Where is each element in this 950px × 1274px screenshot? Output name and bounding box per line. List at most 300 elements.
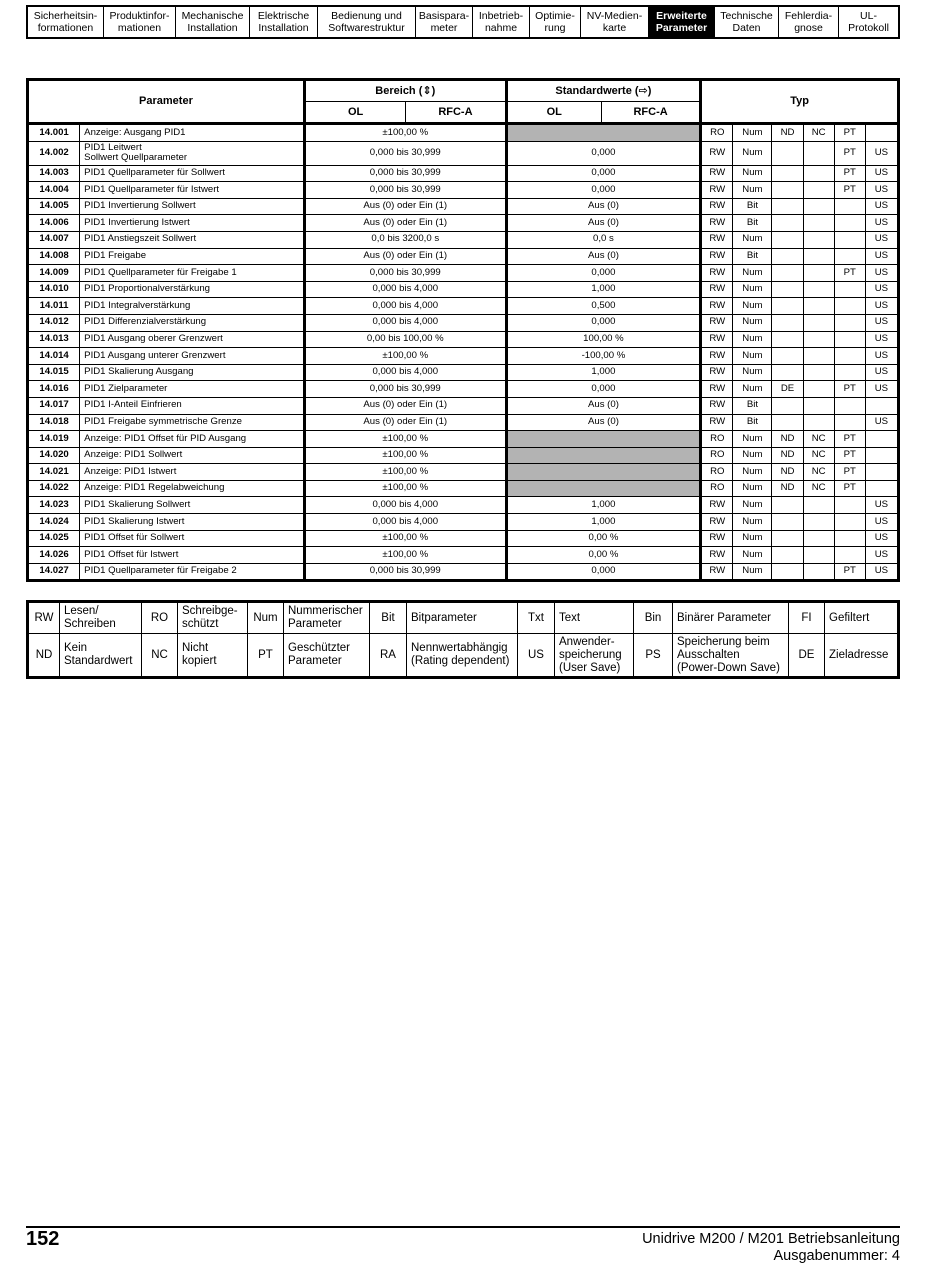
type-nd-de: [772, 348, 803, 365]
type-nd-de: [772, 231, 803, 248]
parameter-description: PID1 Skalierung Sollwert: [80, 497, 305, 514]
parameter-id: 14.021: [28, 464, 80, 481]
table-row: [28, 530, 899, 547]
legend-abbreviation: ND: [28, 634, 60, 678]
type-nc: [803, 381, 834, 398]
type-access: RW: [701, 381, 733, 398]
type-access: RW: [701, 530, 733, 547]
type-pt: [834, 397, 865, 414]
table-row: [28, 124, 899, 142]
type-access: RW: [701, 397, 733, 414]
parameter-id: 14.014: [28, 348, 80, 365]
default-value: 0,000: [506, 182, 701, 199]
default-value: Aus (0): [506, 215, 701, 232]
range-value: ±100,00 %: [304, 348, 506, 365]
type-datatype: Num: [733, 514, 772, 531]
type-pt: [834, 198, 865, 215]
type-nc: [803, 198, 834, 215]
tab-technische-daten[interactable]: Technische Daten: [715, 7, 779, 37]
type-us: US: [865, 547, 898, 564]
tab-produktinformationen[interactable]: Produktinfor- mationen: [104, 7, 176, 37]
legend-description: Bitparameter: [407, 602, 518, 634]
type-us: US: [865, 215, 898, 232]
tab-bedienung-softwarestruktur[interactable]: Bedienung und Softwarestruktur: [318, 7, 416, 37]
parameter-id: 14.023: [28, 497, 80, 514]
parameter-id: 14.019: [28, 431, 80, 448]
range-value: 0,000 bis 30,999: [304, 141, 506, 165]
parameter-description: PID1 Differenzialverstärkung: [80, 314, 305, 331]
legend-abbreviation: PS: [634, 634, 673, 678]
type-datatype: Num: [733, 447, 772, 464]
type-nd-de: ND: [772, 447, 803, 464]
parameter-description: Anzeige: Ausgang PID1: [80, 124, 305, 142]
header-default: Standardwerte (⇨): [506, 80, 701, 102]
header-range: Bereich (⇕): [304, 80, 506, 102]
range-value: ±100,00 %: [304, 547, 506, 564]
type-pt: [834, 231, 865, 248]
default-value-na: [506, 447, 701, 464]
type-us: US: [865, 364, 898, 381]
parameter-id: 14.025: [28, 530, 80, 547]
type-nc: [803, 182, 834, 199]
parameter-id: 14.016: [28, 381, 80, 398]
type-pt: [834, 414, 865, 431]
table-row: [28, 182, 899, 199]
tab-nv-medienkarte[interactable]: NV-Medien- karte: [581, 7, 649, 37]
default-value: 0,00 %: [506, 547, 701, 564]
default-value: 0,000: [506, 265, 701, 282]
type-access: RW: [701, 281, 733, 298]
document-issue: Ausgabenummer: 4: [773, 1248, 900, 1264]
type-nc: [803, 231, 834, 248]
default-value: 0,000: [506, 141, 701, 165]
type-us: US: [865, 265, 898, 282]
type-us: US: [865, 514, 898, 531]
legend-abbreviation: FI: [789, 602, 825, 634]
type-nd-de: ND: [772, 480, 803, 497]
type-nd-de: [772, 141, 803, 165]
type-nd-de: [772, 215, 803, 232]
type-nc: [803, 298, 834, 315]
parameter-description: PID1 Offset für Istwert: [80, 547, 305, 564]
type-datatype: Bit: [733, 414, 772, 431]
type-datatype: Num: [733, 165, 772, 182]
type-nc: NC: [803, 464, 834, 481]
type-us: US: [865, 314, 898, 331]
header-type: Typ: [701, 80, 899, 124]
type-pt: [834, 298, 865, 315]
type-nd-de: ND: [772, 124, 803, 142]
type-datatype: Num: [733, 431, 772, 448]
range-value: Aus (0) oder Ein (1): [304, 215, 506, 232]
parameter-description: PID1 Quellparameter für Istwert: [80, 182, 305, 199]
legend-description: Text: [555, 602, 634, 634]
tab-inbetriebnahme[interactable]: Inbetrieb- nahme: [473, 7, 530, 37]
table-row: [28, 314, 899, 331]
type-us: US: [865, 298, 898, 315]
default-value-na: [506, 431, 701, 448]
range-value: 0,000 bis 30,999: [304, 563, 506, 581]
type-nc: [803, 497, 834, 514]
tab-mechanische-installation[interactable]: Mechanische Installation: [176, 7, 250, 37]
type-pt: [834, 215, 865, 232]
range-value: ±100,00 %: [304, 480, 506, 497]
tab-erweiterte-parameter[interactable]: Erweiterte Parameter: [649, 7, 715, 37]
type-pt: [834, 547, 865, 564]
type-nd-de: [772, 563, 803, 581]
table-row: [28, 514, 899, 531]
type-nd-de: [772, 331, 803, 348]
type-nc: NC: [803, 431, 834, 448]
parameter-description: PID1 Invertierung Istwert: [80, 215, 305, 232]
parameter-id: 14.011: [28, 298, 80, 315]
tab-optimierung[interactable]: Optimie- rung: [530, 7, 581, 37]
type-us: [865, 124, 898, 142]
type-access: RW: [701, 182, 733, 199]
type-access: RW: [701, 497, 733, 514]
type-datatype: Num: [733, 331, 772, 348]
legend-table: [26, 600, 900, 679]
range-value: 0,0 bis 3200,0 s: [304, 231, 506, 248]
type-nc: [803, 281, 834, 298]
range-value: 0,000 bis 30,999: [304, 265, 506, 282]
range-value: 0,00 bis 100,00 %: [304, 331, 506, 348]
type-us: [865, 431, 898, 448]
parameter-id: 14.017: [28, 397, 80, 414]
type-nc: [803, 397, 834, 414]
type-pt: PT: [834, 431, 865, 448]
type-access: RW: [701, 563, 733, 581]
parameter-rows: [28, 124, 899, 581]
range-value: Aus (0) oder Ein (1): [304, 248, 506, 265]
legend-description: Anwender- speicherung (User Save): [555, 634, 634, 678]
type-datatype: Num: [733, 563, 772, 581]
type-datatype: Num: [733, 314, 772, 331]
table-row: [28, 331, 899, 348]
type-nd-de: [772, 397, 803, 414]
table-row: [28, 480, 899, 497]
type-pt: PT: [834, 563, 865, 581]
type-datatype: Num: [733, 281, 772, 298]
table-row: [28, 497, 899, 514]
range-value: ±100,00 %: [304, 530, 506, 547]
footer-rule: [26, 1226, 900, 1228]
parameter-id: 14.003: [28, 165, 80, 182]
default-value: 1,000: [506, 497, 701, 514]
type-access: RW: [701, 514, 733, 531]
parameter-description: PID1 Proportionalverstärkung: [80, 281, 305, 298]
parameter-id: 14.004: [28, 182, 80, 199]
parameter-id: 14.008: [28, 248, 80, 265]
type-access: RW: [701, 414, 733, 431]
range-value: 0,000 bis 4,000: [304, 514, 506, 531]
parameter-description: PID1 Ausgang unterer Grenzwert: [80, 348, 305, 365]
parameter-id: 14.013: [28, 331, 80, 348]
type-nd-de: [772, 514, 803, 531]
type-pt: PT: [834, 447, 865, 464]
tab-sicherheitsinformationen[interactable]: Sicherheitsin- formationen: [28, 7, 104, 37]
type-nd-de: ND: [772, 431, 803, 448]
type-nd-de: [772, 314, 803, 331]
type-access: RW: [701, 198, 733, 215]
type-nd-de: [772, 182, 803, 199]
parameter-id: 14.022: [28, 480, 80, 497]
parameter-id: 14.007: [28, 231, 80, 248]
default-value: Aus (0): [506, 414, 701, 431]
parameter-description: PID1 Skalierung Ausgang: [80, 364, 305, 381]
parameter-description: Anzeige: PID1 Regelabweichung: [80, 480, 305, 497]
type-nc: [803, 265, 834, 282]
legend-abbreviation: US: [518, 634, 555, 678]
type-datatype: Num: [733, 124, 772, 142]
legend-description: Nennwertabhängig (Rating dependent): [407, 634, 518, 678]
type-us: [865, 447, 898, 464]
type-access: RW: [701, 364, 733, 381]
parameter-id: 14.020: [28, 447, 80, 464]
type-us: US: [865, 331, 898, 348]
range-value: 0,000 bis 4,000: [304, 298, 506, 315]
header-default-rfca: RFC-A: [601, 102, 700, 124]
parameter-description: PID1 I-Anteil Einfrieren: [80, 397, 305, 414]
legend-abbreviation: RA: [370, 634, 407, 678]
table-row: [28, 298, 899, 315]
type-datatype: Num: [733, 547, 772, 564]
type-us: [865, 464, 898, 481]
tab-elektrische-installation[interactable]: Elektrische Installation: [250, 7, 318, 37]
parameter-description: PID1 Zielparameter: [80, 381, 305, 398]
range-value: Aus (0) oder Ein (1): [304, 198, 506, 215]
type-nc: NC: [803, 447, 834, 464]
legend-description: Nicht kopiert: [178, 634, 248, 678]
range-value: 0,000 bis 4,000: [304, 364, 506, 381]
parameter-id: 14.002: [28, 141, 80, 165]
default-value: 1,000: [506, 364, 701, 381]
range-value: ±100,00 %: [304, 431, 506, 448]
type-us: US: [865, 381, 898, 398]
type-access: RW: [701, 165, 733, 182]
tab-basisparameter[interactable]: Basispara- meter: [416, 7, 473, 37]
type-us: US: [865, 182, 898, 199]
parameter-id: 14.024: [28, 514, 80, 531]
default-value-na: [506, 124, 701, 142]
type-datatype: Num: [733, 182, 772, 199]
type-access: RO: [701, 464, 733, 481]
parameter-description: PID1 Freigabe symmetrische Grenze: [80, 414, 305, 431]
range-value: 0,000 bis 30,999: [304, 381, 506, 398]
default-value: 0,000: [506, 165, 701, 182]
legend-description: Zieladresse: [825, 634, 899, 678]
table-row: [28, 431, 899, 448]
table-row: [28, 563, 899, 581]
tab-fehlerdiagnose[interactable]: Fehlerdia- gnose: [779, 7, 839, 37]
parameter-description: PID1 Invertierung Sollwert: [80, 198, 305, 215]
range-value: 0,000 bis 30,999: [304, 165, 506, 182]
type-pt: PT: [834, 182, 865, 199]
chapter-navigation: [26, 5, 900, 39]
legend-abbreviation: NC: [142, 634, 178, 678]
type-pt: PT: [834, 480, 865, 497]
type-access: RW: [701, 348, 733, 365]
header-range-rfca: RFC-A: [406, 102, 506, 124]
table-row: [28, 547, 899, 564]
type-access: RW: [701, 248, 733, 265]
type-nc: [803, 530, 834, 547]
table-row: [28, 397, 899, 414]
table-row: [28, 381, 899, 398]
range-value: ±100,00 %: [304, 124, 506, 142]
parameter-description: PID1 Quellparameter für Freigabe 1: [80, 265, 305, 282]
default-value: 0,500: [506, 298, 701, 315]
parameter-table: [26, 78, 900, 582]
legend-abbreviation: Bin: [634, 602, 673, 634]
type-us: US: [865, 165, 898, 182]
parameter-description: PID1 Skalierung Istwert: [80, 514, 305, 531]
tab-ul-protokoll[interactable]: UL- Protokoll: [848, 10, 889, 34]
legend-abbreviation: DE: [789, 634, 825, 678]
table-row: [28, 215, 899, 232]
type-us: US: [865, 563, 898, 581]
type-nd-de: [772, 298, 803, 315]
table-row: [28, 348, 899, 365]
legend-abbreviation: Num: [248, 602, 284, 634]
type-pt: [834, 248, 865, 265]
type-datatype: Num: [733, 464, 772, 481]
type-access: RO: [701, 480, 733, 497]
type-access: RW: [701, 265, 733, 282]
type-datatype: Num: [733, 231, 772, 248]
legend-description: Schreibge- schützt: [178, 602, 248, 634]
legend-abbreviation: Txt: [518, 602, 555, 634]
parameter-description: PID1 Ausgang oberer Grenzwert: [80, 331, 305, 348]
parameter-description: PID1 Quellparameter für Sollwert: [80, 165, 305, 182]
legend-abbreviation: RO: [142, 602, 178, 634]
type-nc: [803, 165, 834, 182]
range-value: 0,000 bis 30,999: [304, 182, 506, 199]
type-nd-de: [772, 265, 803, 282]
type-us: US: [865, 141, 898, 165]
range-value: 0,000 bis 4,000: [304, 314, 506, 331]
parameter-description: Anzeige: PID1 Sollwert: [80, 447, 305, 464]
type-access: RW: [701, 215, 733, 232]
table-row: [28, 165, 899, 182]
default-value: Aus (0): [506, 198, 701, 215]
type-access: RO: [701, 431, 733, 448]
range-value: ±100,00 %: [304, 464, 506, 481]
type-datatype: Bit: [733, 198, 772, 215]
legend-description: Binärer Parameter: [673, 602, 789, 634]
parameter-id: 14.026: [28, 547, 80, 564]
header-range-ol: OL: [304, 102, 405, 124]
parameter-id: 14.009: [28, 265, 80, 282]
type-nc: [803, 514, 834, 531]
type-nc: [803, 414, 834, 431]
type-access: RW: [701, 141, 733, 165]
legend-abbreviation: RW: [28, 602, 60, 634]
legend-row: [28, 634, 899, 678]
type-datatype: Bit: [733, 215, 772, 232]
legend-row: [28, 602, 899, 634]
table-row: [28, 141, 899, 165]
type-pt: [834, 530, 865, 547]
parameter-id: 14.010: [28, 281, 80, 298]
type-nc: NC: [803, 480, 834, 497]
table-row: [28, 414, 899, 431]
table-row: [28, 265, 899, 282]
legend-description: Gefiltert: [825, 602, 899, 634]
type-us: [865, 397, 898, 414]
type-nd-de: [772, 414, 803, 431]
type-datatype: Bit: [733, 248, 772, 265]
parameter-id: 14.012: [28, 314, 80, 331]
type-access: RW: [701, 547, 733, 564]
table-row: [28, 464, 899, 481]
parameter-id: 14.001: [28, 124, 80, 142]
type-pt: [834, 314, 865, 331]
type-pt: PT: [834, 165, 865, 182]
default-value: Aus (0): [506, 248, 701, 265]
type-nc: [803, 331, 834, 348]
parameter-description: PID1 Offset für Sollwert: [80, 530, 305, 547]
range-value: ±100,00 %: [304, 447, 506, 464]
type-access: RW: [701, 314, 733, 331]
table-row: [28, 447, 899, 464]
type-nd-de: DE: [772, 381, 803, 398]
parameter-id: 14.015: [28, 364, 80, 381]
type-nc: [803, 314, 834, 331]
parameter-description: PID1 Leitwert Sollwert Quellparameter: [80, 141, 305, 165]
default-value-na: [506, 464, 701, 481]
legend-rows: [28, 602, 899, 678]
type-us: US: [865, 231, 898, 248]
type-nd-de: [772, 248, 803, 265]
type-us: US: [865, 414, 898, 431]
type-access: RO: [701, 447, 733, 464]
range-value: Aus (0) oder Ein (1): [304, 414, 506, 431]
type-us: US: [865, 530, 898, 547]
table-row: [28, 248, 899, 265]
type-pt: PT: [834, 141, 865, 165]
type-datatype: Num: [733, 348, 772, 365]
type-pt: [834, 364, 865, 381]
type-access: RW: [701, 298, 733, 315]
parameter-description: PID1 Integralverstärkung: [80, 298, 305, 315]
type-us: [865, 480, 898, 497]
table-row: [28, 281, 899, 298]
type-datatype: Num: [733, 141, 772, 165]
legend-description: Geschützter Parameter: [284, 634, 370, 678]
type-nc: [803, 215, 834, 232]
legend-abbreviation: Bit: [370, 602, 407, 634]
range-value: 0,000 bis 4,000: [304, 281, 506, 298]
type-nc: [803, 364, 834, 381]
default-value: 0,0 s: [506, 231, 701, 248]
parameter-id: 14.027: [28, 563, 80, 581]
type-pt: [834, 281, 865, 298]
default-value: 1,000: [506, 281, 701, 298]
legend-description: Lesen/ Schreiben: [60, 602, 142, 634]
type-nd-de: [772, 198, 803, 215]
parameter-id: 14.018: [28, 414, 80, 431]
parameter-description: PID1 Quellparameter für Freigabe 2: [80, 563, 305, 581]
type-datatype: Bit: [733, 397, 772, 414]
parameter-id: 14.005: [28, 198, 80, 215]
page-number: 152: [26, 1228, 60, 1250]
type-nd-de: [772, 364, 803, 381]
type-nc: [803, 348, 834, 365]
parameter-id: 14.006: [28, 215, 80, 232]
table-row: [28, 198, 899, 215]
type-datatype: Num: [733, 381, 772, 398]
